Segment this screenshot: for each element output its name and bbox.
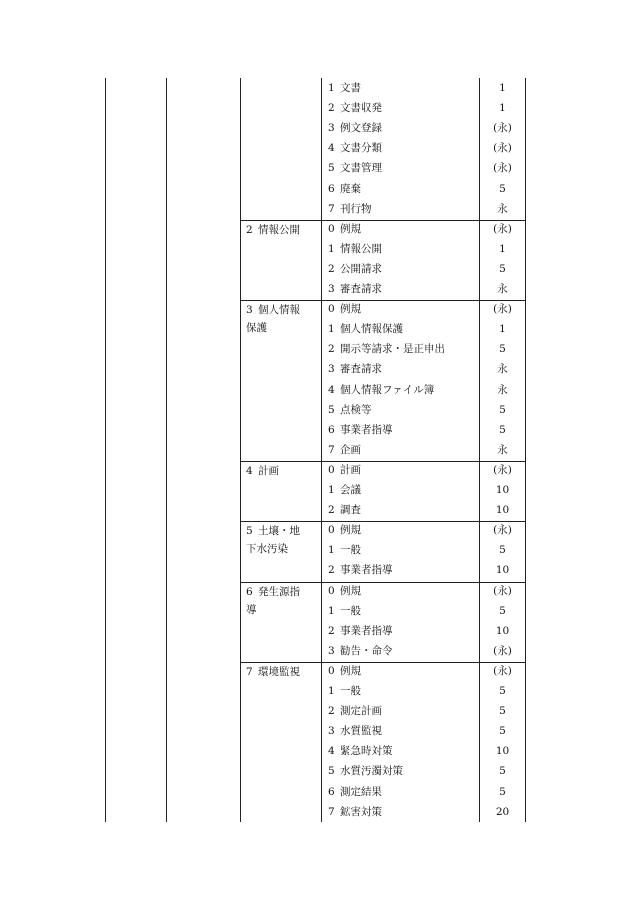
item-name: 公開請求 (340, 262, 382, 275)
retention-period: 5 (499, 403, 506, 416)
item-name: 例規 (340, 664, 361, 677)
table-row (105, 359, 525, 379)
section-number: 7 (246, 665, 253, 678)
item-number: 6 (328, 785, 335, 798)
item-number: 2 (328, 262, 335, 275)
retention-period: 永 (497, 443, 508, 456)
item-number: 7 (328, 805, 335, 818)
item-number: 4 (328, 142, 335, 155)
item-name: 一般 (340, 544, 361, 557)
item-name: 鉱害対策 (340, 805, 382, 818)
table-row (105, 802, 525, 822)
item-name: 水質汚濁対策 (340, 765, 403, 778)
retention-period: 1 (499, 102, 506, 115)
retention-period: 1 (499, 82, 506, 94)
item-number: 1 (328, 685, 335, 697)
table-row (105, 560, 525, 580)
item-number: 0 (328, 222, 335, 235)
item-number: 4 (328, 383, 335, 396)
item-number: 1 (328, 604, 335, 617)
item-number: 5 (328, 403, 335, 416)
item-name: 文書管理 (340, 162, 382, 175)
item-name: 企画 (340, 443, 361, 456)
retention-period: 10 (495, 484, 510, 496)
retention-period: 永 (497, 202, 508, 215)
item-number: 3 (328, 644, 335, 657)
table-row (105, 279, 525, 299)
table-row (105, 520, 525, 540)
retention-period: (永) (493, 122, 512, 135)
table-row (105, 259, 525, 279)
retention-period: 1 (499, 242, 506, 255)
retention-period: 永 (497, 283, 508, 295)
table-row (105, 661, 525, 681)
item-number: 1 (328, 544, 335, 557)
item-number: 2 (328, 102, 335, 115)
item-name: 測定結果 (340, 785, 382, 798)
section-number: 3 (246, 304, 253, 317)
section-number: 6 (246, 585, 253, 598)
item-name: 審査請求 (340, 363, 382, 376)
retention-period: 5 (499, 765, 506, 778)
retention-period: 永 (497, 363, 508, 376)
item-name: 一般 (340, 604, 361, 617)
table-row (105, 761, 525, 781)
item-number: 1 (328, 484, 335, 496)
item-name: 計画 (340, 463, 361, 476)
item-number: 3 (328, 725, 335, 738)
retention-period: (永) (493, 222, 512, 235)
item-number: 3 (328, 283, 335, 295)
retention-period: 5 (499, 725, 506, 738)
section-title: 情報公開 (258, 223, 300, 236)
item-number: 6 (328, 182, 335, 195)
item-name: 情報公開 (340, 242, 382, 255)
table-row (105, 400, 525, 420)
item-name: 文書分類 (340, 142, 382, 155)
section-number: 4 (246, 464, 253, 477)
retention-period: 10 (495, 745, 510, 758)
retention-period: 10 (495, 624, 510, 637)
item-number: 0 (328, 664, 335, 677)
item-name: 例規 (340, 524, 361, 537)
section-number: 2 (246, 223, 253, 236)
retention-period: 5 (499, 262, 506, 275)
item-name: 会議 (340, 484, 361, 496)
retention-period: (永) (493, 584, 512, 597)
item-name: 事業者指導 (340, 564, 393, 577)
item-number: 5 (328, 765, 335, 778)
item-name: 例規 (340, 222, 361, 235)
item-number: 0 (328, 303, 335, 316)
table-row (105, 641, 525, 661)
retention-period: 5 (499, 705, 506, 718)
table-row (105, 158, 525, 178)
retention-period: (永) (493, 644, 512, 657)
table-row (105, 118, 525, 138)
item-name: 一般 (340, 685, 361, 697)
retention-period: 20 (495, 805, 510, 818)
table-row (105, 420, 525, 440)
retention-period: (永) (493, 664, 512, 677)
table-row (105, 601, 525, 621)
retention-period: (永) (493, 303, 512, 316)
retention-period: (永) (493, 463, 512, 476)
table-row (105, 138, 525, 158)
section-title: 土壌・地下水汚染 (246, 525, 300, 556)
item-number: 1 (328, 323, 335, 336)
item-name: 例文登録 (340, 122, 382, 135)
item-name: 文書収発 (340, 102, 382, 115)
item-number: 6 (328, 423, 335, 436)
item-name: 事業者指導 (340, 624, 393, 637)
table-row (105, 621, 525, 641)
item-number: 5 (328, 162, 335, 175)
table-row (105, 721, 525, 741)
item-name: 調査 (340, 504, 361, 517)
retention-period: 永 (497, 383, 508, 396)
table-row (105, 480, 525, 500)
item-number: 1 (328, 82, 335, 94)
item-number: 0 (328, 524, 335, 537)
item-number: 1 (328, 242, 335, 255)
section-title: 個人情報保護 (246, 304, 300, 335)
table-row (105, 440, 525, 460)
retention-period: 5 (499, 343, 506, 356)
item-name: 個人情報ファイル簿 (340, 383, 435, 396)
table-row (105, 239, 525, 259)
retention-period: 1 (499, 323, 506, 336)
table-row (105, 78, 525, 98)
retention-period: 5 (499, 182, 506, 195)
item-name: 例規 (340, 303, 361, 316)
item-number: 3 (328, 363, 335, 376)
table-row (105, 741, 525, 761)
retention-period: 10 (495, 504, 510, 517)
retention-period: 5 (499, 423, 506, 436)
retention-period: 5 (499, 785, 506, 798)
table-row (105, 299, 525, 319)
item-number: 2 (328, 705, 335, 718)
item-number: 7 (328, 443, 335, 456)
table-row (105, 581, 525, 601)
retention-period: 10 (495, 564, 510, 577)
item-number: 4 (328, 745, 335, 758)
retention-period: (永) (493, 162, 512, 175)
table-row (105, 98, 525, 118)
item-name: 文書 (340, 82, 361, 94)
item-name: 開示等請求・是正申出 (340, 343, 445, 356)
item-name: 緊急時対策 (340, 745, 393, 758)
item-name: 事業者指導 (340, 423, 393, 436)
table-row (105, 219, 525, 239)
item-number: 3 (328, 122, 335, 135)
item-name: 個人情報保護 (340, 323, 403, 336)
table-row (105, 460, 525, 480)
retention-schedule-table (105, 78, 525, 822)
item-name: 水質監視 (340, 725, 382, 738)
retention-period: 5 (499, 604, 506, 617)
item-number: 7 (328, 202, 335, 215)
table-row (105, 380, 525, 400)
retention-period: 5 (499, 544, 506, 557)
item-number: 2 (328, 624, 335, 637)
item-name: 刊行物 (340, 202, 372, 215)
item-number: 0 (328, 584, 335, 597)
retention-period: 5 (499, 685, 506, 697)
table-row (105, 179, 525, 199)
item-number: 2 (328, 343, 335, 356)
table-row (105, 782, 525, 802)
item-number: 0 (328, 463, 335, 476)
table-row (105, 500, 525, 520)
item-number: 2 (328, 504, 335, 517)
section-number: 5 (246, 525, 253, 538)
section-title: 計画 (258, 464, 279, 477)
retention-period: (永) (493, 142, 512, 155)
retention-period: (永) (493, 524, 512, 537)
table-row (105, 540, 525, 560)
item-name: 廃棄 (340, 182, 361, 195)
table-row (105, 701, 525, 721)
item-name: 測定計画 (340, 705, 382, 718)
item-name: 審査請求 (340, 283, 382, 295)
table-row (105, 339, 525, 359)
section-title: 環境監視 (258, 665, 300, 678)
table-row (105, 681, 525, 701)
table-row (105, 199, 525, 219)
section-title: 発生源指導 (246, 585, 300, 616)
item-name: 勧告・命令 (340, 644, 393, 657)
item-name: 例規 (340, 584, 361, 597)
item-number: 2 (328, 564, 335, 577)
table-row (105, 319, 525, 339)
item-name: 点検等 (340, 403, 372, 416)
